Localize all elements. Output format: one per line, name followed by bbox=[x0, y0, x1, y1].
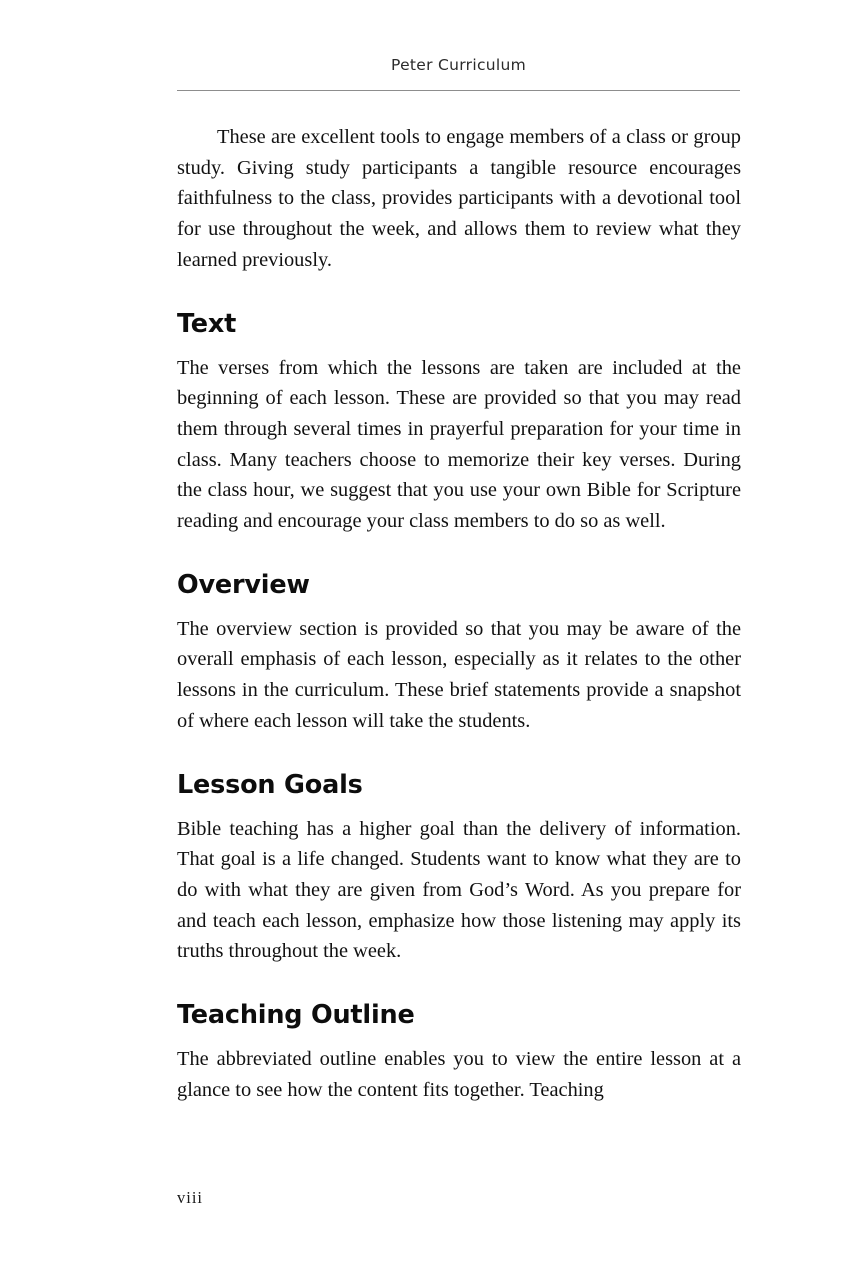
paragraph-teaching-outline-section: The abbreviated outline enables you to view the entire lesson at a glance to see how the content fits together. Teaching bbox=[177, 1048, 741, 1101]
paragraph-overview-section: The overview section is provided so that you may be aware of the overall emphasis of each lesson, especially as it relates to the other lessons in the curriculum. These brief statements provide a snapshot of where each lesson will take the students. bbox=[177, 617, 741, 732]
heading-lesson-goals: Lesson Goals bbox=[177, 769, 363, 800]
paragraph-text-section: The verses from which the lessons are taken are included at the beginning of each lesson. These are provided so that you may read them through several times in prayerful preparation for your time in class. Many teachers choose to memorize their key verses. During the class hour, we suggest that you use your own Bible for Scripture reading and encourage your class members to do so as well. bbox=[177, 356, 741, 533]
spacer bbox=[177, 1030, 741, 1044]
heading-text: Text bbox=[177, 308, 237, 339]
spacer bbox=[177, 737, 741, 770]
paragraph-lesson-goals-section: Bible teaching has a higher goal than the delivery of information. That goal is a life changed. Students want to know what they are to do with what they are given from God’s Word. As you prepare for and teach each lesson, emphasize how those listening may apply its truths throughout the week. bbox=[177, 817, 741, 963]
heading-overview: Overview bbox=[177, 569, 310, 600]
running-head: Peter Curriculum bbox=[390, 56, 527, 74]
spacer bbox=[177, 276, 741, 309]
spacer bbox=[177, 800, 741, 814]
page-content bbox=[177, 122, 741, 1105]
paragraph-intro: These are excellent tools to engage members of a class or group study. Giving study participants a tangible resource encourages faithfulness to the class, provides participants with a devotional tool for use throughout the week, and allows them to review what they learned previously. bbox=[177, 126, 741, 271]
spacer bbox=[177, 600, 741, 614]
spacer bbox=[177, 339, 741, 353]
spacer bbox=[177, 967, 741, 1000]
heading-teaching-outline: Teaching Outline bbox=[177, 1000, 415, 1031]
header-rule bbox=[177, 90, 740, 91]
spacer bbox=[177, 537, 741, 570]
page-number: viii bbox=[177, 1188, 204, 1207]
